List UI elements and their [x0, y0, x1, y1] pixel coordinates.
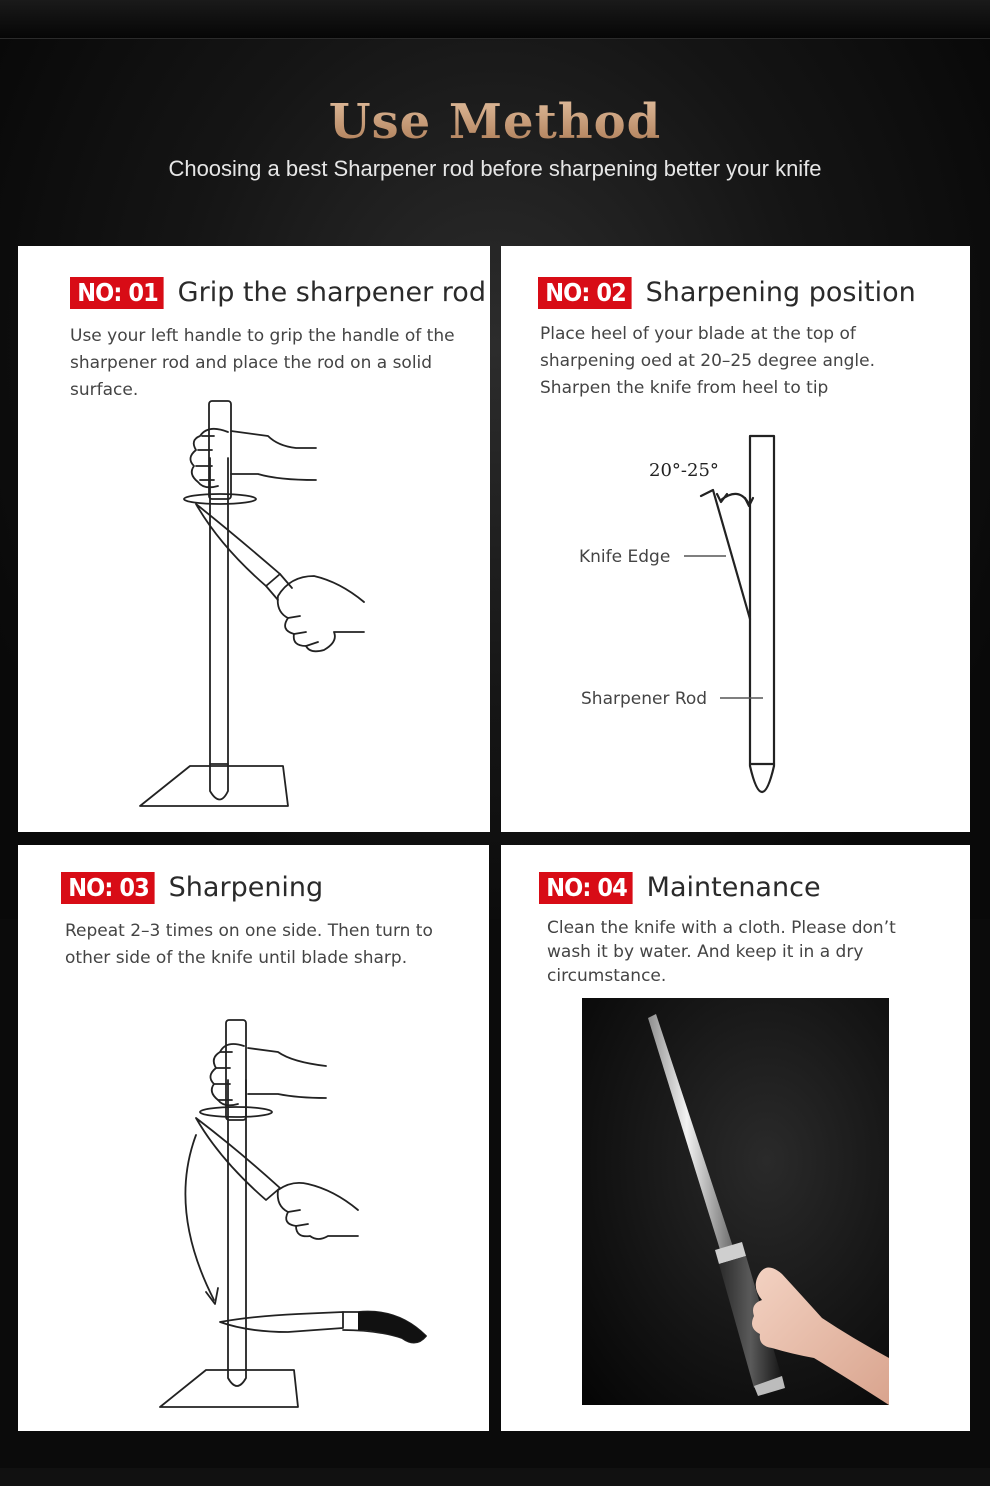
description-line: circumstance. [547, 966, 667, 986]
grip-rod-illustration [128, 396, 388, 816]
description-line: sharpening oed at 20–25 degree angle. [540, 351, 876, 371]
page-subtitle: Choosing a best Sharpener rod before sharpening better your knife [168, 156, 822, 181]
description-line: other side of the knife until blade sharp. [65, 948, 408, 968]
product-photo [582, 998, 889, 1405]
knife-edge-line [701, 490, 750, 619]
step-description [540, 321, 875, 402]
step-header [61, 872, 323, 904]
bottom-strip [0, 1468, 990, 1486]
sharpener-rod-photo [582, 998, 889, 1405]
description-line: sharpener rod and place the rod on a solid [70, 353, 433, 373]
angle-label: 20°-25° [649, 460, 719, 481]
sharpener-rod-diagram [750, 436, 774, 792]
step-card-2 [501, 246, 970, 832]
step-description [70, 323, 455, 404]
step-description [65, 918, 433, 972]
step-header [539, 872, 821, 904]
description-line: Use your left handle to grip the handle of the [70, 326, 455, 346]
description-line: Sharpen the knife from heel to tip [540, 378, 829, 398]
step-title: Sharpening position [645, 277, 916, 308]
rod-label: Sharpener Rod [581, 689, 708, 709]
page-header [0, 92, 990, 184]
description-line: wash it by water. And keep it in a dry [547, 942, 864, 962]
step-header [538, 277, 916, 309]
step-description [547, 916, 896, 988]
description-line: Clean the knife with a cloth. Please don’t [547, 918, 896, 938]
step-title: Sharpening [168, 872, 324, 903]
step-badge: NO: 03 [61, 872, 154, 904]
sharpening-illustration [158, 1010, 458, 1415]
step-card-4 [501, 845, 970, 1431]
step-title: Maintenance [646, 872, 821, 903]
knife-edge-label: Knife Edge [579, 547, 671, 567]
step-card-1 [18, 246, 490, 832]
lower-knife-blade [220, 1312, 343, 1332]
motion-arrow [185, 1135, 214, 1300]
sharpener-rod [210, 458, 228, 800]
sharpener-rod [228, 1080, 246, 1386]
step-card-3 [18, 845, 489, 1431]
step-badge: NO: 01 [70, 277, 163, 309]
step-badge: NO: 04 [539, 872, 632, 904]
description-line: Place heel of your blade at the top of [540, 324, 856, 344]
angle-diagram [561, 426, 841, 816]
surface-plate [160, 1370, 298, 1407]
step-header [70, 277, 486, 309]
step-title: Grip the sharpener rod [177, 277, 486, 308]
description-line: surface. [70, 380, 139, 400]
surface-plate [140, 766, 288, 806]
step-badge: NO: 02 [538, 277, 631, 309]
top-strip [0, 0, 990, 39]
page-title: Use Method [0, 92, 990, 152]
description-line: Repeat 2–3 times on one side. Then turn to [65, 921, 433, 941]
knife-blade [196, 1118, 280, 1200]
knife-blade [196, 504, 280, 586]
